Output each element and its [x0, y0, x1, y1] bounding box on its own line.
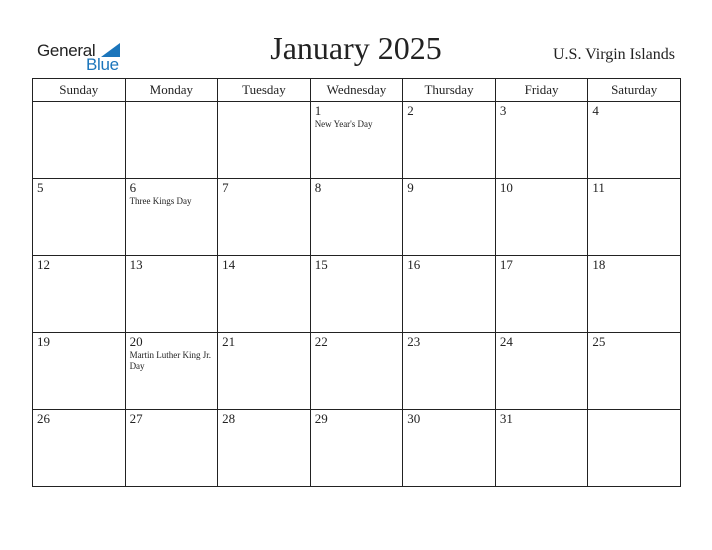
day-number: 11 — [592, 180, 605, 195]
day-cell — [495, 102, 588, 179]
day-number: 30 — [407, 411, 421, 426]
day-cell — [125, 410, 218, 487]
logo-word-blue: Blue — [86, 55, 119, 74]
day-cell — [495, 410, 588, 487]
calendar-title: January 2025 — [270, 30, 442, 66]
day-number: 18 — [592, 257, 606, 272]
day-number: 25 — [592, 334, 606, 349]
day-cell — [33, 410, 126, 487]
day-cell — [495, 256, 588, 333]
day-cell — [588, 102, 681, 179]
day-cell — [33, 256, 126, 333]
day-cell — [495, 179, 588, 256]
day-cell — [125, 333, 218, 410]
day-number: 27 — [129, 411, 143, 426]
day-cell — [403, 102, 496, 179]
day-cell — [33, 179, 126, 256]
day-cell — [403, 333, 496, 410]
weekday-header: Friday — [495, 79, 588, 102]
day-number: 9 — [407, 180, 414, 195]
holiday-label: Three Kings Day — [129, 196, 192, 206]
weekday-header: Tuesday — [218, 79, 311, 102]
day-cell — [125, 256, 218, 333]
day-number: 23 — [407, 334, 421, 349]
weekday-header: Saturday — [588, 79, 681, 102]
day-number: 15 — [314, 257, 328, 272]
day-cell — [310, 179, 403, 256]
week-row — [33, 179, 681, 256]
day-number: 7 — [222, 180, 229, 195]
day-number: 14 — [222, 257, 236, 272]
day-cell — [218, 102, 311, 179]
day-number: 28 — [222, 411, 236, 426]
weekday-header: Monday — [125, 79, 218, 102]
week-row — [33, 102, 681, 179]
day-cell — [33, 102, 126, 179]
day-number: 31 — [499, 411, 513, 426]
day-cell — [125, 179, 218, 256]
day-number: 5 — [37, 180, 44, 195]
day-number: 29 — [314, 411, 328, 426]
day-cell — [403, 410, 496, 487]
day-number: 16 — [407, 257, 421, 272]
day-cell — [218, 179, 311, 256]
day-cell — [310, 333, 403, 410]
region-label: U.S. Virgin Islands — [552, 46, 675, 63]
weekday-header: Thursday — [403, 79, 496, 102]
day-number: 21 — [222, 334, 236, 349]
day-cell — [33, 333, 126, 410]
day-number: 2 — [407, 103, 414, 118]
day-cell — [218, 256, 311, 333]
day-number: 22 — [314, 334, 328, 349]
day-number: 17 — [499, 257, 513, 272]
day-cell — [588, 179, 681, 256]
day-cell — [588, 256, 681, 333]
weekday-header: Wednesday — [310, 79, 403, 102]
week-row — [33, 256, 681, 333]
day-number: 3 — [499, 103, 507, 118]
day-number: 12 — [37, 257, 50, 272]
day-cell — [218, 410, 311, 487]
day-cell — [310, 410, 403, 487]
day-number: 13 — [129, 257, 143, 272]
day-cell — [588, 333, 681, 410]
day-number: 24 — [499, 334, 513, 349]
day-cell — [403, 256, 496, 333]
day-cell — [310, 102, 403, 179]
week-row — [33, 410, 681, 487]
day-number: 4 — [592, 103, 599, 118]
day-cell — [125, 102, 218, 179]
day-number: 10 — [499, 180, 513, 195]
day-cell — [218, 333, 311, 410]
day-number: 1 — [314, 103, 322, 118]
weekday-header: Sunday — [33, 79, 126, 102]
day-cell — [403, 179, 496, 256]
logo-word-general: General — [37, 41, 96, 60]
day-number: 26 — [37, 411, 50, 426]
week-row — [33, 333, 681, 410]
day-cell — [495, 333, 588, 410]
calendar-grid — [32, 78, 681, 487]
day-cell — [588, 410, 681, 487]
day-number: 19 — [37, 334, 50, 349]
day-number: 6 — [129, 180, 137, 195]
day-number: 20 — [129, 334, 143, 349]
day-cell — [310, 256, 403, 333]
holiday-label: New Year's Day — [314, 119, 373, 129]
holiday-label: Martin Luther King Jr. Day — [129, 350, 212, 371]
weekday-header-row — [33, 79, 681, 102]
day-number: 8 — [314, 180, 322, 195]
